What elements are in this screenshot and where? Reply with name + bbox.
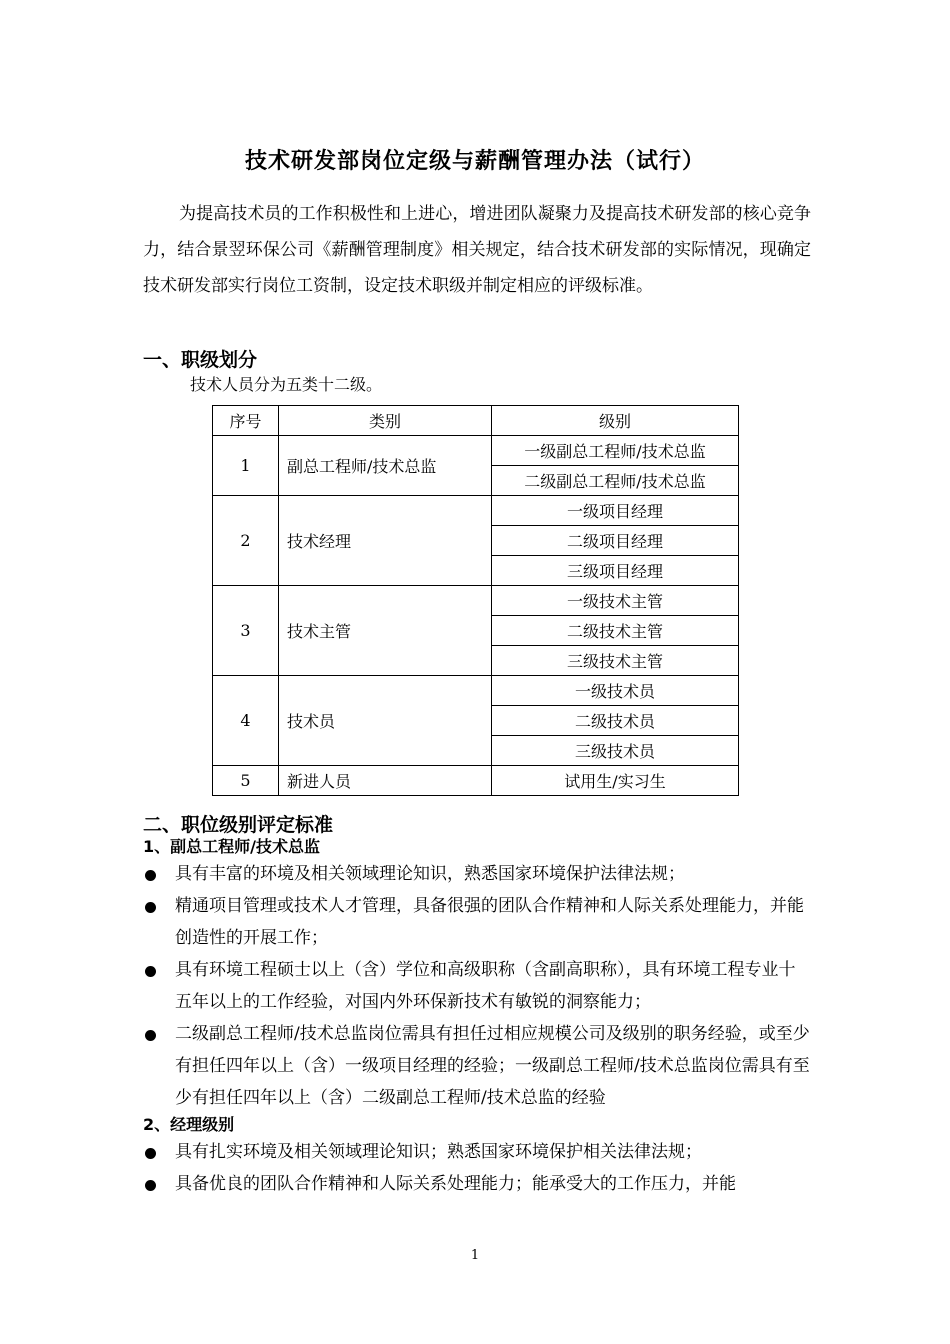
bullet-icon: [145, 870, 156, 881]
table-row: [213, 436, 739, 466]
intro-paragraph: 为提高技术员的工作积极性和上进心，增进团队凝聚力及提高技术研发部的核心竞争力，结合景翌环保公司《薪酬管理制度》相关规定，结合技术研发部的实际情况，现确定技术研发部实行岗位工资制，设定技术职级并制定相应的评级标准。: [143, 204, 811, 296]
list-item-text: 二级副总工程师/技术总监岗位需具有担任过相应规模公司及级别的职务经验，或至少有担任四年以上（含）一级项目经理的经验；一级副总工程师/技术总监岗位需具有至少有担任四年以上（含）二级副总工程师/技术总监的经验: [175, 1024, 810, 1108]
table-cell-index: 3: [213, 586, 279, 676]
section2-heading: 二、职位级别评定标准: [143, 814, 334, 836]
bullet-icon: [145, 1030, 156, 1041]
table-cell-index: 1: [213, 436, 279, 496]
table-cell-level: 一级副总工程师/技术总监: [492, 436, 739, 466]
table-cell-index: 2: [213, 496, 279, 586]
table-header-cell: 序号: [213, 406, 279, 436]
table-cell-level: 三级项目经理: [492, 556, 739, 586]
table-row: [213, 676, 739, 706]
table-cell-level: 试用生/实习生: [492, 766, 739, 796]
table-cell-index: 4: [213, 676, 279, 766]
grade-table: [212, 405, 739, 796]
list-item-text: 具有丰富的环境及相关领域理论知识，熟悉国家环境保护法律法规；: [175, 864, 685, 884]
table-cell-level: 一级项目经理: [492, 496, 739, 526]
list-item-text: 具有环境工程硕士以上（含）学位和高级职称（含副高职称），具有环境工程专业十五年以上的工作经验，对国内外环保新技术有敏锐的洞察能力；: [175, 960, 796, 1012]
subsection1-list: [143, 858, 811, 1114]
list-item-text: 具有扎实环境及相关领域理论知识；熟悉国家环境保护相关法律法规；: [175, 1142, 702, 1162]
table-cell-level: 一级技术主管: [492, 586, 739, 616]
list-item-text: 具备优良的团队合作精神和人际关系处理能力；能承受大的工作压力，并能: [175, 1174, 736, 1194]
table-cell-level: 二级技术员: [492, 706, 739, 736]
section1-heading: 一、职级划分: [143, 349, 258, 371]
table-row: [213, 766, 739, 796]
subsection2-heading: 2、经理级别: [143, 1115, 235, 1134]
table-cell-category: 技术员: [279, 676, 492, 766]
table-cell-level: 二级技术主管: [492, 616, 739, 646]
table-cell-level: 三级技术主管: [492, 646, 739, 676]
subsection1-heading: 1、副总工程师/技术总监: [143, 837, 320, 856]
list-item: [143, 858, 811, 890]
table-header-cell: 级别: [492, 406, 739, 436]
list-item: [143, 1018, 811, 1114]
table-header-row: [213, 406, 739, 436]
table-row: [213, 496, 739, 526]
table-cell-level: 三级技术员: [492, 736, 739, 766]
table-cell-level: 一级技术员: [492, 676, 739, 706]
page-number: 1: [470, 1248, 480, 1263]
bullet-icon: [145, 966, 156, 977]
table-cell-category: 技术主管: [279, 586, 492, 676]
list-item: [143, 1168, 811, 1200]
bullet-icon: [145, 1180, 156, 1191]
table-header-cell: 类别: [279, 406, 492, 436]
section1-note: 技术人员分为五类十二级。: [190, 375, 383, 394]
bullet-icon: [145, 902, 156, 913]
subsection2-list: [143, 1136, 811, 1200]
table-cell-level: 二级项目经理: [492, 526, 739, 556]
table-cell-category: 技术经理: [279, 496, 492, 586]
list-item: [143, 954, 811, 1018]
table-cell-category: 副总工程师/技术总监: [279, 436, 492, 496]
table-cell-category: 新进人员: [279, 766, 492, 796]
table-row: [213, 586, 739, 616]
table-cell-index: 5: [213, 766, 279, 796]
list-item: [143, 890, 811, 954]
table-cell-level: 二级副总工程师/技术总监: [492, 466, 739, 496]
list-item: [143, 1136, 811, 1168]
bullet-icon: [145, 1148, 156, 1159]
document-title: 技术研发部岗位定级与薪酬管理办法（试行）: [244, 149, 705, 174]
list-item-text: 精通项目管理或技术人才管理，具备很强的团队合作精神和人际关系处理能力，并能创造性的开展工作；: [175, 896, 804, 948]
